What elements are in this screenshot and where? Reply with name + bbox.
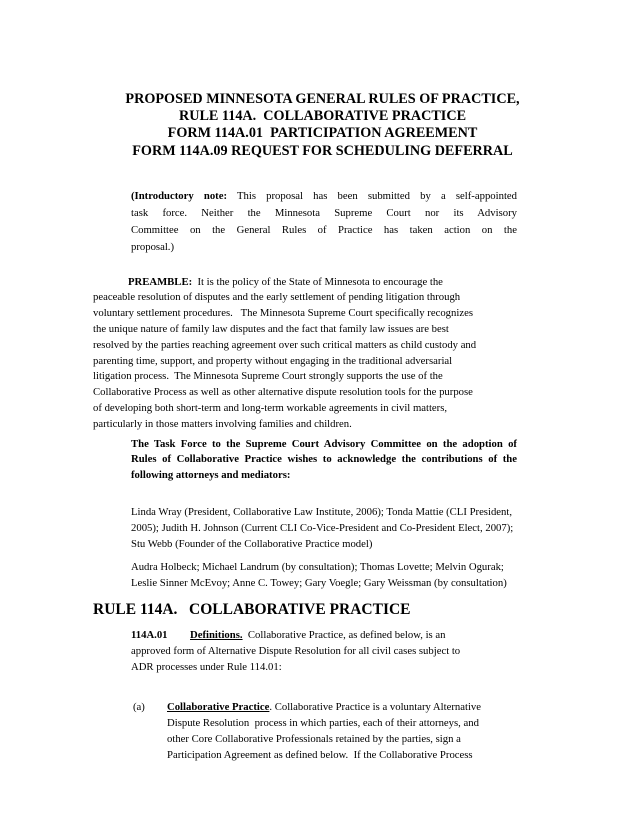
rule-114a-heading: RULE 114A. COLLABORATIVE PRACTICE [93,600,411,618]
definitions-first-line [131,628,552,644]
text-line: particularly in those matters involving families and children. [93,417,352,430]
text-line: 2005); Judith H. Johnson (Current CLI Co-Vice-President and Co-President Elect, 2007); [131,521,514,534]
list-item-a-marker: (a) [133,701,145,714]
introductory-note-body [131,205,517,257]
text-line: of developing both short-term and long-term workable agreements in civil matters, [93,402,448,414]
list-item-a-text: . Collaborative Practice is a voluntary Alternative [269,701,481,714]
rule-number: 114A.01 [131,628,168,641]
list-item-a [133,700,552,763]
document-title [93,91,552,160]
text-line: FORM 114A.01 PARTICIPATION AGREEMENT [167,125,478,142]
collaborative-practice-term: Collaborative Practice [167,701,270,714]
text-line: FORM 114A.09 REQUEST FOR SCHEDULING DEFERRAL [132,142,513,159]
introductory-note-first-line [131,188,517,205]
preamble-text: It is the policy of the State of Minnesota to encourage the [192,275,443,288]
text-line: The Task Force to the Supreme Court Advisory Committee on the adoption of [131,437,517,450]
text-line: task force. Neither the Minnesota Supreme Court nor its Advisory [131,207,517,220]
contributors-secondary [131,560,552,592]
text-line: Stu Webb (Founder of the Collaborative Practice model) [131,537,373,550]
text-line: Collaborative Process as well as other alternative dispute resolution tools for the purpose [93,386,473,399]
introductory-note-text: This proposal has been submitted by a self-appointed [227,189,517,202]
preamble-paragraph [93,275,552,433]
text-line: Leslie Sinner McEvoy; Anne C. Towey; Gary Voegle; Gary Weissman (by consultation) [131,577,507,590]
introductory-note-lead: (Introductory note: [131,189,228,202]
text-line: other Core Collaborative Professionals retained by the parties, sign a [167,732,461,745]
text-line: peaceable resolution of disputes and the early settlement of pending litigation through [93,291,461,304]
text-line: proposal.) [131,241,175,254]
text-line: litigation process. The Minnesota Supreme Court strongly supports the use of the [93,370,443,383]
text-line: PROPOSED MINNESOTA GENERAL RULES OF PRACTICE, [125,91,520,107]
text-line: ADR processes under Rule 114.01: [131,660,282,673]
text-line: Linda Wray (President, Collaborative Law Institute, 2006); Tonda Mattie (CLI President, [131,505,513,518]
definitions-body [131,644,552,676]
preamble-first-line [93,275,552,291]
introductory-note [131,188,517,257]
text-line: approved form of Alternative Dispute Resolution for all civil cases subject to [131,644,461,657]
taskforce-acknowledgment [131,437,517,484]
text-line: following attorneys and mediators: [131,469,291,482]
text-line: parenting time, support, and property without engaging in the traditional adversarial [93,354,453,367]
definitions-term: Definitions. [190,628,243,641]
text-line: Participation Agreement as defined below. If the Collaborative Process [167,748,473,761]
definitions-text: Collaborative Practice, as defined below, is an [242,628,446,641]
text-line: resolved by the parties reaching agreement over such critical matters as child custody and [93,338,477,351]
list-item-a-first-line [167,700,552,716]
list-item-a-body [167,716,552,763]
text-line: Rules of Collaborative Practice wishes to acknowledge the contributions of the [131,453,517,466]
preamble-body [93,290,552,432]
text-line: voluntary settlement procedures. The Minnesota Supreme Court specifically recognizes [93,307,473,320]
text-line: Dispute Resolution process in which parties, each of their attorneys, and [167,717,479,730]
definitions-paragraph [131,628,552,675]
text-line: Committee on the General Rules of Practice has taken action on the [131,224,517,237]
text-line: the unique nature of family law disputes and the fact that family law issues are best [93,323,449,336]
text-line: RULE 114A. COLLABORATIVE PRACTICE [178,108,467,125]
contributors-primary [131,505,552,552]
text-line: Audra Holbeck; Michael Landrum (by consultation); Thomas Lovette; Melvin Ogurak; [131,561,504,574]
preamble-label: PREAMBLE: [128,275,193,288]
